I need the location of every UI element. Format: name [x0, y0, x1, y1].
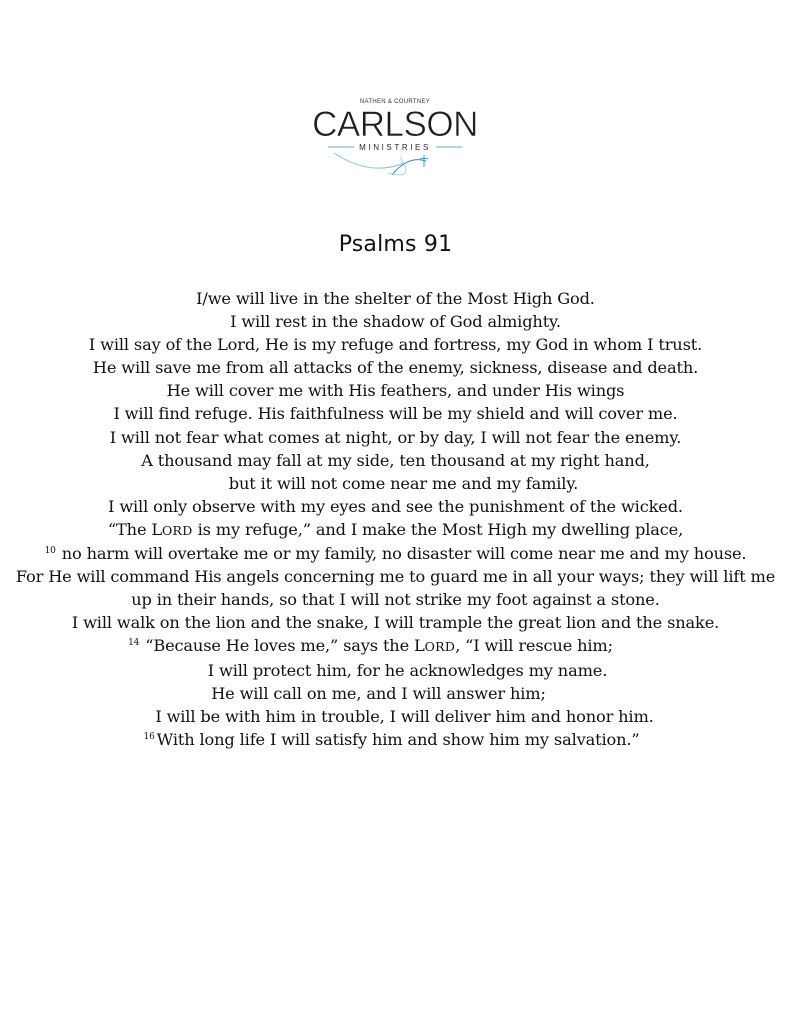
psalm-line-verse-14	[8, 634, 783, 658]
psalm-line: He will cover me with His feathers, and under His wings	[166, 381, 625, 401]
psalm-line: but it will not come near me and my family.	[228, 473, 579, 493]
lord-line-post: is my refuge,” and I make the Most High my dwelling place,	[192, 519, 684, 539]
psalm-line-angels: For He will command His angels concerning me to guard me in all your ways; they will lift me up in their hands, so that I will not strike my foot against a stone.	[15, 567, 776, 610]
psalm-line: A thousand may fall at my side, ten thousand at my right hand,	[141, 450, 650, 470]
page-title: Psalms 91	[338, 232, 453, 257]
verse-number: 10	[44, 546, 56, 557]
psalm-line-lion: I will walk on the lion and the snake, I will trample the great lion and the snake.	[71, 613, 720, 633]
verse-10-text: no harm will overtake me or my family, no disaster will come near me and my house.	[61, 544, 747, 564]
logo-swoosh-1	[334, 153, 404, 168]
logo-top-line: NATHEN & COURTNEY	[359, 99, 431, 105]
psalm-text	[8, 287, 783, 751]
lord-small-caps: ORD	[161, 522, 193, 538]
psalm-line: I will find refuge. His faithfulness will be my shield and will cover me.	[113, 404, 678, 424]
logo-name: CARLSON	[312, 105, 478, 144]
verse-number: 14	[128, 638, 140, 649]
verse-14-small-caps: ORD	[424, 639, 456, 655]
psalm-line-lord	[8, 518, 783, 542]
psalm-line: I/we will live in the shelter of the Most High God.	[196, 289, 595, 308]
verse-14-post: , “I will rescue him;	[455, 636, 613, 656]
ministry-logo-graphic	[300, 95, 490, 185]
psalm-line-verse-16	[8, 728, 783, 751]
psalm-line: He will save me from all attacks of the enemy, sickness, disease and death.	[92, 358, 699, 378]
logo-sub: MINISTRIES	[359, 143, 431, 152]
verse-14-pre: “Because He loves me,” says the L	[145, 636, 425, 656]
psalm-line: I will rest in the shadow of God almighty.	[230, 312, 561, 332]
verse-number: 16	[143, 731, 155, 742]
psalm-line-verse-10	[8, 542, 783, 565]
psalm-line: I will protect him, for he acknowledges my name.	[207, 660, 608, 680]
psalm-line: He will call on me, and I will answer him;	[211, 683, 546, 703]
psalm-line: I will not fear what comes at night, or by day, I will not fear the enemy.	[109, 427, 682, 447]
psalm-line: I will say of the Lord, He is my refuge and fortress, my God in whom I trust.	[88, 335, 703, 355]
ministry-logo	[300, 95, 490, 185]
psalm-line: I will only observe with my eyes and see the punishment of the wicked.	[108, 496, 683, 516]
lord-line-pre: “The L	[107, 519, 162, 539]
psalm-line: I will be with him in trouble, I will deliver him and honor him.	[155, 706, 654, 726]
verse-16-text: With long life I will satisfy him and show him my salvation.”	[156, 729, 640, 749]
logo-swoosh-2	[392, 160, 426, 175]
